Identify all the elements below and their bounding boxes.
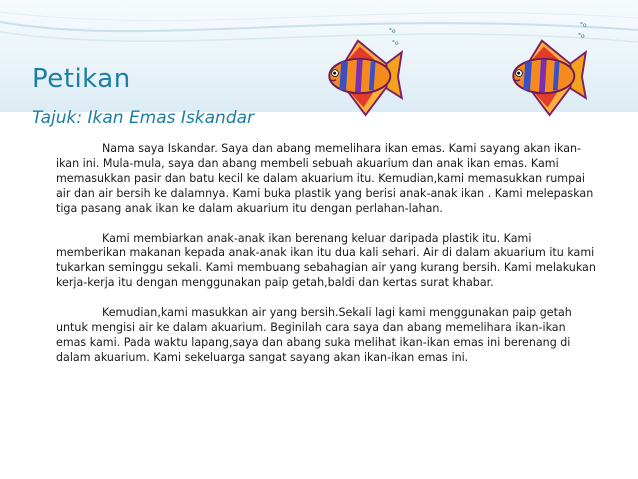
bubble-decoration: °o bbox=[578, 33, 585, 40]
angelfish-icon bbox=[308, 35, 404, 117]
angelfish-icon bbox=[492, 35, 588, 117]
passage-paragraph-1: Nama saya Iskandar. Saya dan abang memelihara ikan emas. Kami sayang akan ikan-ikan ini. Mula-mula, saya dan abang membeli sebuah akuarium dan anak ikan emas. Kami memasukkan pasir dan batu kecil ke dalam akuarium itu. Kemudian,kami memasukkan rumpai air dan air bersih ke dalamnya. Kami buka plastik yang berisi anak-anak ikan . Kami melepaskan tiga pasang anak ikan ke dalam akuarium itu dengan perlahan-lahan. bbox=[56, 142, 594, 215]
passage-paragraph-2: Kami membiarkan anak-anak ikan berenang keluar daripada plastik itu. Kami memberikan makanan kepada anak-anak ikan itu dua kali sehari. Air di dalam akuarium itu kami tukarkan seminggu sekali. Kami membuang sebahagian air yang kurang bersih. Kami melakukan kerja-kerja itu dengan menggunakan paip getah,baldi dan kertas surat khabar. bbox=[56, 231, 596, 290]
bubble-decoration: °o bbox=[392, 40, 399, 47]
slide-title: Petikan bbox=[32, 64, 131, 94]
bubble-decoration: °o bbox=[389, 28, 396, 35]
slide-subtitle: Tajuk: Ikan Emas Iskandar bbox=[32, 108, 255, 128]
passage-paragraph-3: Kemudian,kami masukkan air yang bersih.Sekali lagi kami menggunakan paip getah untuk mengisi air ke dalam akuarium. Beginilah cara saya dan abang memelihara ikan-ikan emas kami. Pada waktu lapang,saya dan abang suka melihat ikan-ikan emas ini berenang di dalam akuarium. Kami sekeluarga sangat sayang akan ikan-ikan emas ini. bbox=[56, 306, 572, 364]
bubble-decoration: °o bbox=[580, 22, 587, 29]
passage-body bbox=[56, 142, 596, 381]
